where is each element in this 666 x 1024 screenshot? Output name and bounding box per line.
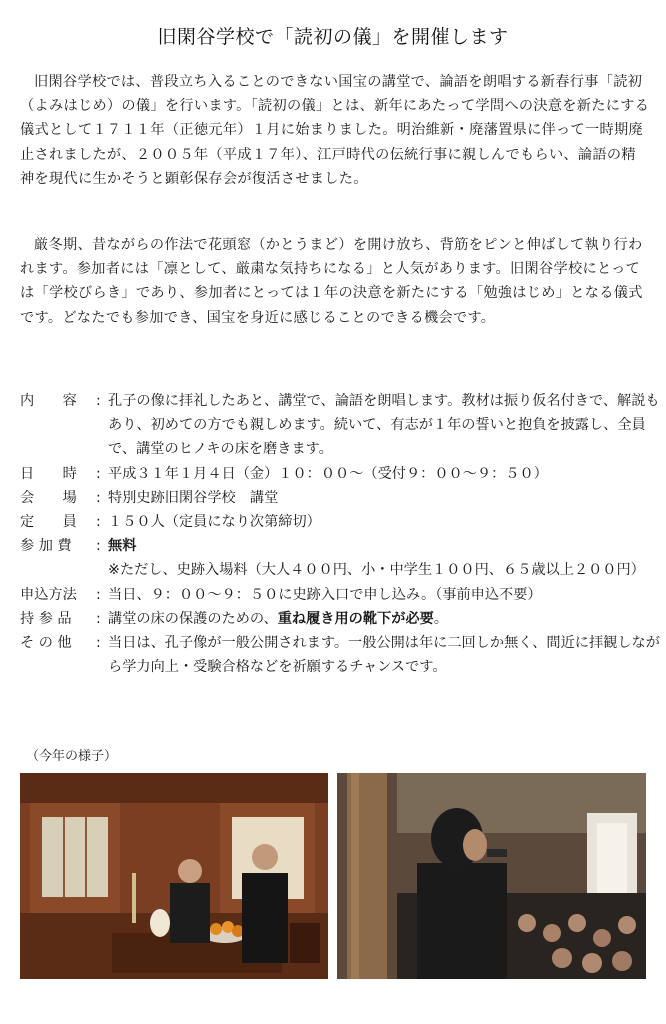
fee-value: 無料 — [108, 538, 137, 555]
bring-value-prefix: 講堂の床の保護のための、 — [108, 610, 278, 627]
description-paragraph: 厳冬期、昔ながらの作法で花頭窓（かとうまど）を開け放ち、背筋をピンと伸ばして執り行われます。参加者には「凛として、厳粛な気持ちになる」と人気があります。旧閑谷学校にとっては「学校びらき」であり、参加者にとっては１年の決意を新たにする「勉強はじめ」となる儀式です。どなたでも参加でき、国宝を身近に感じることのできる機会です。 — [20, 237, 643, 326]
bring-value-bold: 重ね履き用の靴下が必要 — [277, 610, 434, 627]
date-row: 日 時 : 平成３１年１月４日（金）１０：００～（受付９：００～９：５０） — [20, 462, 660, 486]
bring-value — [108, 607, 660, 631]
bring-label: 持 参 品 — [20, 610, 72, 627]
content-label: 内 容 — [20, 393, 77, 409]
apply-row: 申込方法 : 当日、９：００～９：５０に史跡入口で申し込み。（事前申込不要） — [20, 583, 660, 607]
venue-label: 会 場 — [20, 489, 77, 506]
venue-value: 特別史跡旧閑谷学校 講堂 — [108, 489, 279, 506]
fee-note: ※ただし、史跡入場料（大人４００円、小・中学生１００円、６５歳以上２００円） — [108, 562, 645, 579]
bring-value-suffix: 。 — [433, 610, 448, 627]
fee-label: 参 加 費 — [20, 538, 72, 555]
apply-label: 申込方法 — [20, 586, 77, 603]
venue-row: 会 場 : 特別史跡旧閑谷学校 講堂 — [20, 486, 660, 510]
ceremony-altar-photo — [20, 773, 328, 979]
other-label: そ の 他 — [20, 635, 72, 652]
content-row: 内 容 : 孔子の像に拝礼したあと、講堂で、論語を朗唱します。教材は振り仮名付きで、解説もあり、初めての方でも親しめます。続いて、有志が１年の誓いと抱負を披露し、全員で、講堂のヒノキの床を磨きます。 — [20, 389, 660, 462]
apply-value: 当日、９：００～９：５０に史跡入口で申し込み。（事前申込不要） — [108, 586, 542, 603]
student-recitation-illustration — [337, 773, 646, 979]
other-value: 当日は、孔子像が一般公開されます。一般公開は年に二回しか無く、間近に拝観しながら学力向上・受験合格などを祈願するチャンスです。 — [108, 635, 660, 676]
intro-paragraph: 旧閑谷学校では、普段立ち入ることのできない国宝の講堂で、論語を朗唱する新春行事「読初（よみはじめ）の儀」を行います。「読初の儀」とは、新年にあたって学問への決意を新たにする儀式として１７１１年（正徳元年）１月に始まりました。明治維新・廃藩置県に伴って一時期廃止されましたが、２００５年（平成１７年）、江戸時代の伝統行事に親しんでもらい、論語の精神を現代に生かそうと顕彰保存会が復活させました。 — [20, 74, 650, 187]
details-section — [20, 389, 660, 679]
bring-row: 持 参 品 : 講堂の床の保護のための、重ね履き用の靴下が必要。 — [20, 607, 660, 631]
content-value: 孔子の像に拝礼したあと、講堂で、論語を朗唱します。教材は振り仮名付きで、解説もあり、初めての方でも親しめます。続いて、有志が１年の誓いと抱負を披露し、全員で、講堂のヒノキの床を磨きます。 — [108, 393, 660, 458]
fee-note-row — [20, 558, 660, 582]
capacity-label: 定 員 — [20, 514, 77, 531]
fee-row: 参 加 費 : 無料 — [20, 534, 660, 558]
ceremony-altar-illustration — [20, 773, 328, 979]
date-label: 日 時 — [20, 465, 77, 482]
other-row: そ の 他 : 当日は、孔子像が一般公開されます。一般公開は年に二回しか無く、間近に拝観しながら学力向上・受験合格などを祈願するチャンスです。 — [20, 631, 660, 679]
capacity-row: 定 員 : １５０人（定員になり次第締切） — [20, 510, 660, 534]
date-value: 平成３１年１月４日（金）１０：００～（受付９：００～９：５０） — [108, 465, 548, 482]
photo-caption: （今年の様子） — [26, 749, 118, 764]
page-title: 旧閑谷学校で「読初の儀」を開催します — [157, 26, 509, 48]
student-recitation-photo — [337, 773, 646, 979]
capacity-value: １５０人（定員になり次第締切） — [108, 514, 321, 531]
